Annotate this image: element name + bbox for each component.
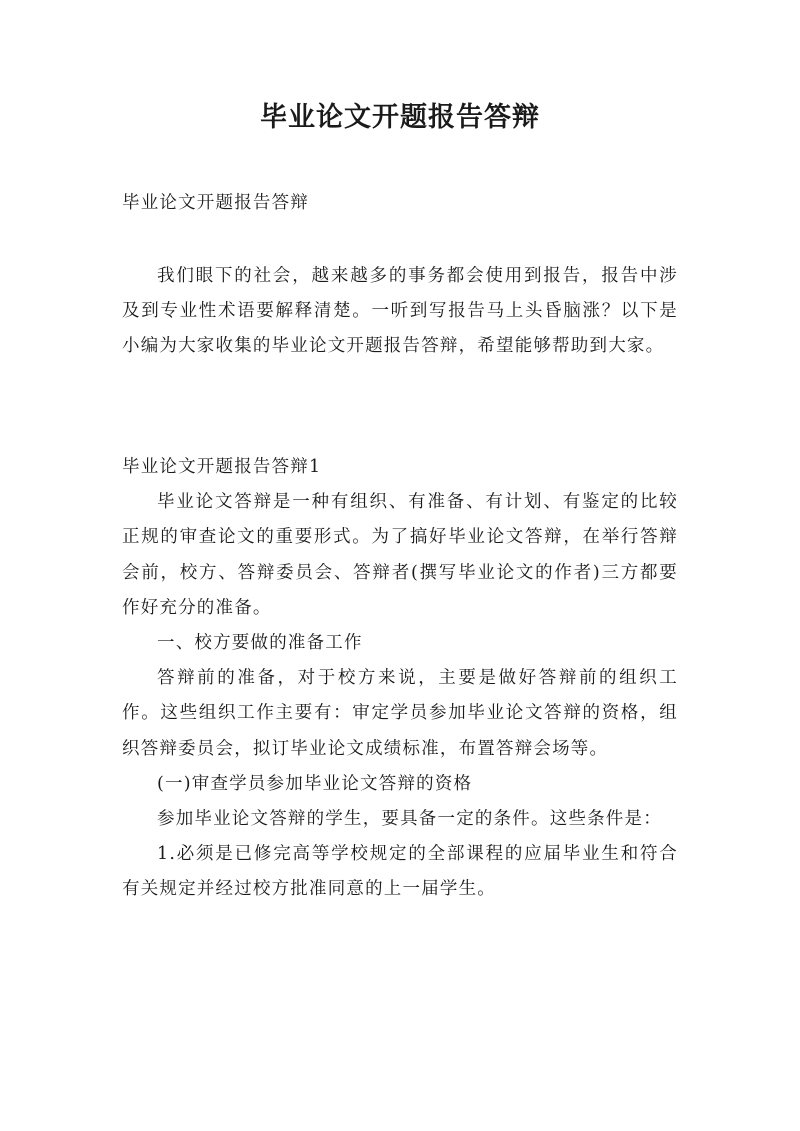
subheading: (一)审查学员参加毕业论文答辩的资格 [157,773,473,794]
section-heading: 毕业论文开题报告答辩1 [122,457,322,477]
subheading: 一、校方要做的准备工作 [157,633,363,654]
document-subtitle: 毕业论文开题报告答辩 [122,193,309,213]
intro-paragraph: 我们眼下的社会，越来越多的事务都会使用到报告，报告中涉及到专业性术语要解释清楚。一听到写报告马上头昏脑涨？以下是小编为大家收集的毕业论文开题报告答辩，希望能够帮助到大家。 [122,266,678,356]
paragraph: 参加毕业论文答辩的学生，要具备一定的条件。这些条件是： [157,809,662,830]
paragraph: 答辩前的准备，对于校方来说，主要是做好答辩前的组织工作。这些组织工作主要有：审定学员参加毕业论文答辩的资格，组织答辩委员会，拟订毕业论文成绩标准，布置答辩会场等。 [122,668,678,759]
document-title: 毕业论文开题报告答辩 [260,102,540,133]
list-item: 1.必须是已修完高等学校规定的全部课程的应届毕业生和符合有关规定并经过校方批准同意的上一届学生。 [122,844,678,900]
paragraph: 毕业论文答辩是一种有组织、有准备、有计划、有鉴定的比较正规的审查论文的重要形式。为了搞好毕业论文答辩，在举行答辩会前，校方、答辩委员会、答辩者(撰写毕业论文的作者)三方都要作好充分的准备。 [122,492,678,618]
section-1 [122,450,678,908]
